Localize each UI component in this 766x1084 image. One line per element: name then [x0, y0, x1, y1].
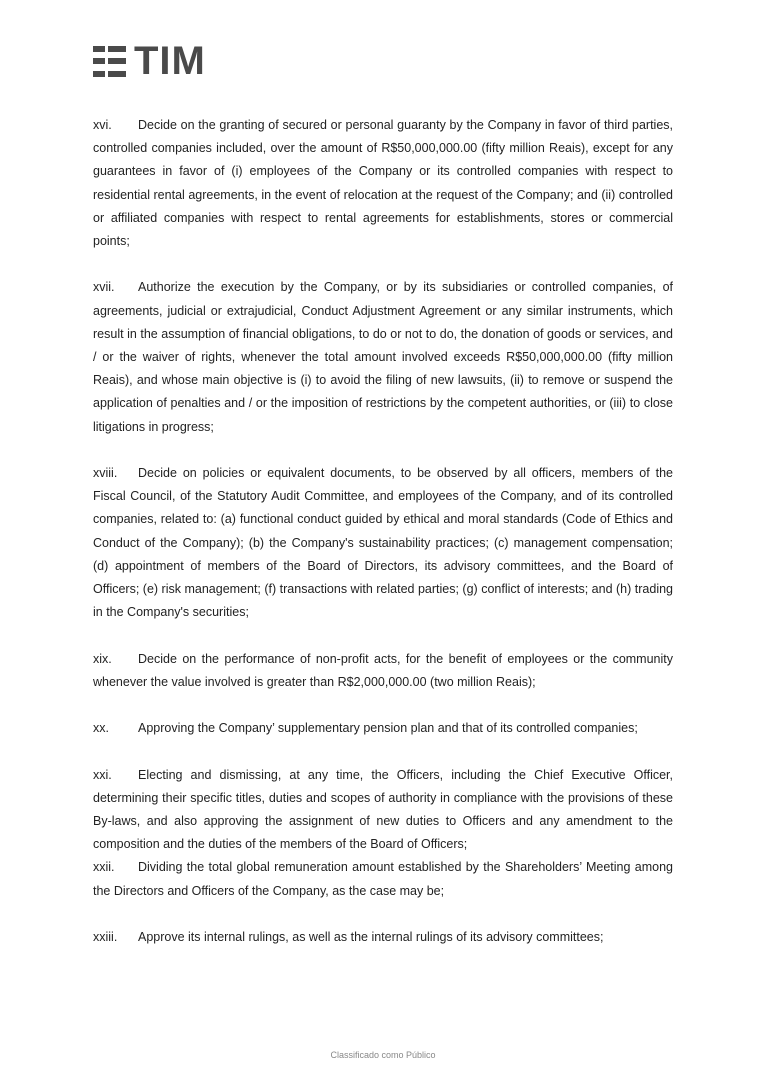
clause-number: xx.: [93, 721, 109, 736]
clause-number: xxii.: [93, 860, 115, 875]
clause-text: Approving the Company’ supplementary pension plan and that of its controlled companies;: [138, 721, 638, 736]
document-body: [93, 114, 673, 949]
clause-number: xvi.: [93, 118, 112, 132]
clause-text: Decide on the granting of secured or personal guaranty by the Company in favor of third parties, controlled companies included, over the amount of R$50,000,000.00 (fifty million Reais), except for any guarantees in favor of (i) employees of the Company or its controlled companies with respect to residential rental agreements, in the event of relocation at the request of the Company; and (ii) controlled or affiliated companies with respect to rental agreements for establishments, stores or commercial points;: [93, 118, 673, 249]
clause-number: xxiii.: [93, 930, 118, 945]
clause-xvii: [93, 276, 673, 438]
clause-text: Dividing the total global remuneration amount established by the Shareholders’ Meeting among the Directors and Officers of the Company, as the case may be;: [93, 860, 673, 898]
classification-footer: Classificado como Público: [330, 1050, 436, 1060]
clause-xix: [93, 648, 673, 694]
clause-xviii: [93, 462, 673, 624]
clause-xxiii: [93, 926, 673, 949]
clause-xxii: [93, 856, 673, 902]
clause-number: xxi.: [93, 767, 112, 782]
clause-xx: [93, 717, 673, 740]
clause-number: xvii.: [93, 280, 115, 295]
clause-text: Decide on the performance of non-profit acts, for the benefit of employees or the community whenever the value involved is greater than R$2,000,000.00 (two million Reais);: [93, 651, 673, 689]
clause-text: Decide on policies or equivalent documents, to be observed by all officers, members of the Fiscal Council, of the Statutory Audit Committee, and employees of the Company, and of its controlled companies, related to: (a) functional conduct guided by ethical and moral standards (Code of Ethics and Conduct of the Company); (b) the Company's sustainability practices; (c) management compensation; (d) appointment of members of the Board of Directors, its advisory committees, and the Board of Officers; (e) risk management; (f) transactions with related parties; (g) conflict of interests; and (h) trading in the Company's securities;: [93, 466, 673, 620]
clause-xvi: [93, 114, 673, 253]
clause-number: xix.: [93, 651, 112, 666]
clause-text: Electing and dismissing, at any time, the Officers, including the Chief Executive Officer, determining their specific titles, duties and scopes of authority in compliance with the provisions of these By-laws, and also approving the assignment of new duties to Officers and any amendment to the composition and the duties of the members of the Board of Officers;: [93, 767, 673, 852]
clause-number: xviii.: [93, 466, 118, 481]
clause-text: Approve its internal rulings, as well as the internal rulings of its advisory committees;: [138, 930, 604, 945]
tim-logo: [93, 39, 206, 83]
clause-text: Authorize the execution by the Company, or by its subsidiaries or controlled companies, of agreements, judicial or extrajudicial, Conduct Adjustment Agreement or any similar instruments, which result in the assumption of financial obligations, to do or not to do, the donation of goods or services, and / or the waiver of rights, whenever the total amount involved exceeds R$50,000,000.00 (fifty million Reais), and whose main objective is (i) to avoid the filing of new lawsuits, (ii) to remove or suspend the application of penalties and / or the imposition of restrictions by the competent authorities, or (iii) to close litigations in progress;: [93, 280, 673, 434]
clause-xxi: [93, 764, 673, 857]
logo-text: TIM: [134, 39, 206, 83]
logo-bars-icon: [93, 46, 126, 77]
